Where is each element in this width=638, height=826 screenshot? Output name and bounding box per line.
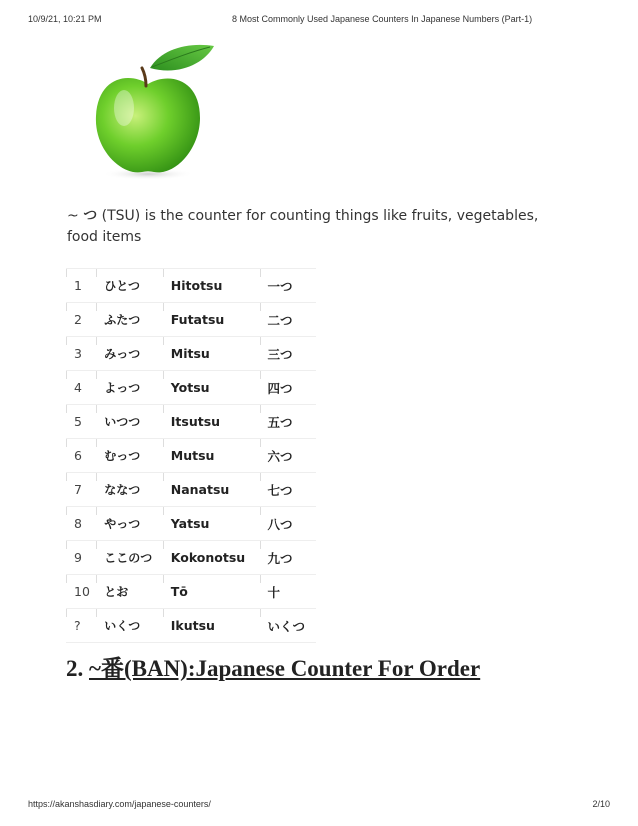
print-url: https://akanshasdiary.com/japanese-counters/ xyxy=(28,799,211,809)
row-kanji: 十 xyxy=(260,575,316,609)
row-hiragana: むっつ xyxy=(96,439,163,473)
section-link[interactable]: ~番(BAN):Japanese Counter For Order xyxy=(89,656,481,681)
table-row xyxy=(66,541,316,575)
row-hiragana: ふたつ xyxy=(96,303,163,337)
row-romaji: Yotsu xyxy=(163,371,260,405)
table-row xyxy=(66,269,316,303)
print-header xyxy=(28,14,610,28)
row-romaji: Futatsu xyxy=(163,303,260,337)
row-hiragana: やっつ xyxy=(96,507,163,541)
row-hiragana: ひとつ xyxy=(96,269,163,303)
print-title: 8 Most Commonly Used Japanese Counters In Japanese Numbers (Part-1) xyxy=(232,14,533,24)
row-number: 7 xyxy=(66,473,96,507)
row-number: 9 xyxy=(66,541,96,575)
row-hiragana: とお xyxy=(96,575,163,609)
intro-prefix: ~ xyxy=(67,208,84,224)
row-romaji: Mitsu xyxy=(163,337,260,371)
counter-intro-text xyxy=(67,206,567,248)
counter-table xyxy=(66,268,316,643)
print-datetime: 10/9/21, 10:21 PM xyxy=(28,14,102,24)
row-hiragana: ここのつ xyxy=(96,541,163,575)
table-row xyxy=(66,337,316,371)
row-hiragana: ななつ xyxy=(96,473,163,507)
row-romaji: Hitotsu xyxy=(163,269,260,303)
table-row xyxy=(66,473,316,507)
section-number: 2. xyxy=(66,656,89,681)
row-romaji: Itsutsu xyxy=(163,405,260,439)
row-number: 10 xyxy=(66,575,96,609)
print-footer xyxy=(28,799,610,813)
row-number: 5 xyxy=(66,405,96,439)
row-number: 8 xyxy=(66,507,96,541)
row-number: 1 xyxy=(66,269,96,303)
row-romaji: Nanatsu xyxy=(163,473,260,507)
table-row xyxy=(66,609,316,643)
row-kanji: 九つ xyxy=(260,541,316,575)
table-row xyxy=(66,575,316,609)
row-kanji: いくつ xyxy=(260,609,316,643)
row-kanji: 三つ xyxy=(260,337,316,371)
row-number: ? xyxy=(66,609,96,643)
row-kanji: 六つ xyxy=(260,439,316,473)
row-romaji: Kokonotsu xyxy=(163,541,260,575)
row-romaji: Ikutsu xyxy=(163,609,260,643)
row-number: 6 xyxy=(66,439,96,473)
table-row xyxy=(66,303,316,337)
row-romaji: Tō xyxy=(163,575,260,609)
table-row xyxy=(66,439,316,473)
row-kanji: 七つ xyxy=(260,473,316,507)
row-hiragana: よっつ xyxy=(96,371,163,405)
print-page-number: 2/10 xyxy=(592,799,610,809)
row-number: 3 xyxy=(66,337,96,371)
row-hiragana: みっつ xyxy=(96,337,163,371)
row-kanji: 八つ xyxy=(260,507,316,541)
row-kanji: 一つ xyxy=(260,269,316,303)
row-kanji: 二つ xyxy=(260,303,316,337)
row-number: 2 xyxy=(66,303,96,337)
row-number: 4 xyxy=(66,371,96,405)
row-kanji: 五つ xyxy=(260,405,316,439)
row-kanji: 四つ xyxy=(260,371,316,405)
green-apple-image xyxy=(86,38,218,182)
intro-kana: つ xyxy=(83,208,98,224)
table-row xyxy=(66,371,316,405)
table-row xyxy=(66,405,316,439)
section-heading xyxy=(66,650,480,683)
row-romaji: Yatsu xyxy=(163,507,260,541)
table-row xyxy=(66,507,316,541)
row-hiragana: いつつ xyxy=(96,405,163,439)
row-romaji: Mutsu xyxy=(163,439,260,473)
row-hiragana: いくつ xyxy=(96,609,163,643)
intro-rest: (TSU) is the counter for counting things like fruits, vegetables, food items xyxy=(67,208,539,245)
